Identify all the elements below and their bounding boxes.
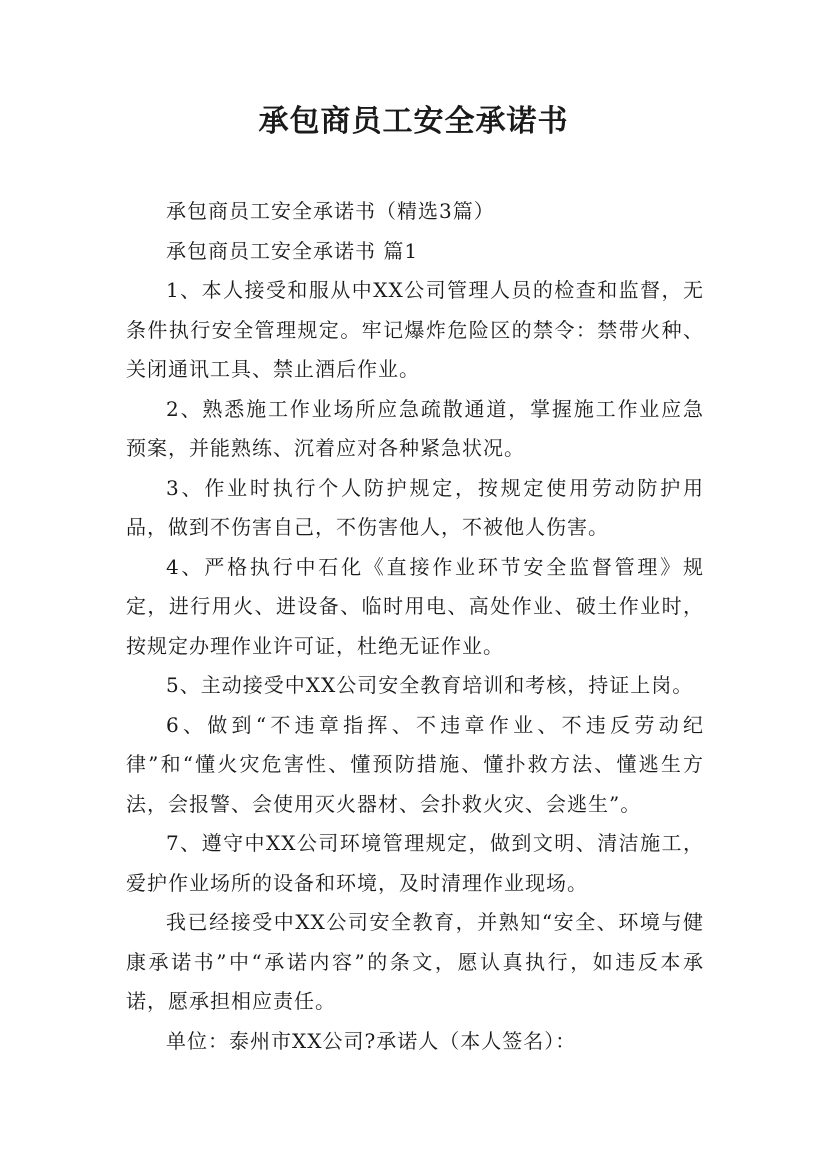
pledge-item-2: 2、熟悉施工作业场所应急疏散通道，掌握施工作业应急预案，并能熟练、沉着应对各种紧急状况。	[126, 396, 704, 460]
document-title: 承包商员工安全承诺书	[258, 104, 569, 139]
pledge-item-5: 5、主动接受中XX公司安全教育培训和考核，持证上岗。	[166, 673, 694, 697]
section-heading: 承包商员工安全承诺书 篇1	[166, 238, 419, 263]
acknowledgement-paragraph: 我已经接受中XX公司安全教育，并熟知“安全、环境与健康承诺书”中“承诺内容”的条文，愿认真执行，如违反本承诺，愿承担相应责任。	[126, 910, 704, 1013]
pledge-item-7: 7、遵守中XX公司环境管理规定，做到文明、清洁施工，爱护作业场所的设备和环境，及时清理作业现场。	[126, 831, 704, 895]
pledge-item-6: 6、做到“不违章指挥、不违章作业、不违反劳动纪律”和“懂火灾危害性、懂预防措施、懂扑救方法、懂逃生方法，会报警、会使用灭火器材、会扑救火灾、会逃生”。	[126, 712, 704, 816]
pledge-item-1: 1、本人接受和服从中XX公司管理人员的检查和监督，无条件执行安全管理规定。牢记爆炸危险区的禁令：禁带火种、关闭通讯工具、禁止酒后作业。	[126, 278, 704, 381]
document-body	[126, 192, 704, 1061]
doc-subtitle: 承包商员工安全承诺书（精选3篇）	[166, 199, 495, 223]
signature-line: 单位：泰州市XX公司?承诺人（本人签名）：	[166, 1028, 577, 1053]
pledge-item-4: 4、严格执行中石化《直接作业环节安全监督管理》规定，进行用火、进设备、临时用电、高处作业、破土作业时，按规定办理作业许可证，杜绝无证作业。	[126, 554, 704, 658]
pledge-item-3: 3、作业时执行个人防护规定，按规定使用劳动防护用品，做到不伤害自己，不伤害他人，不被他人伤害。	[126, 475, 704, 539]
